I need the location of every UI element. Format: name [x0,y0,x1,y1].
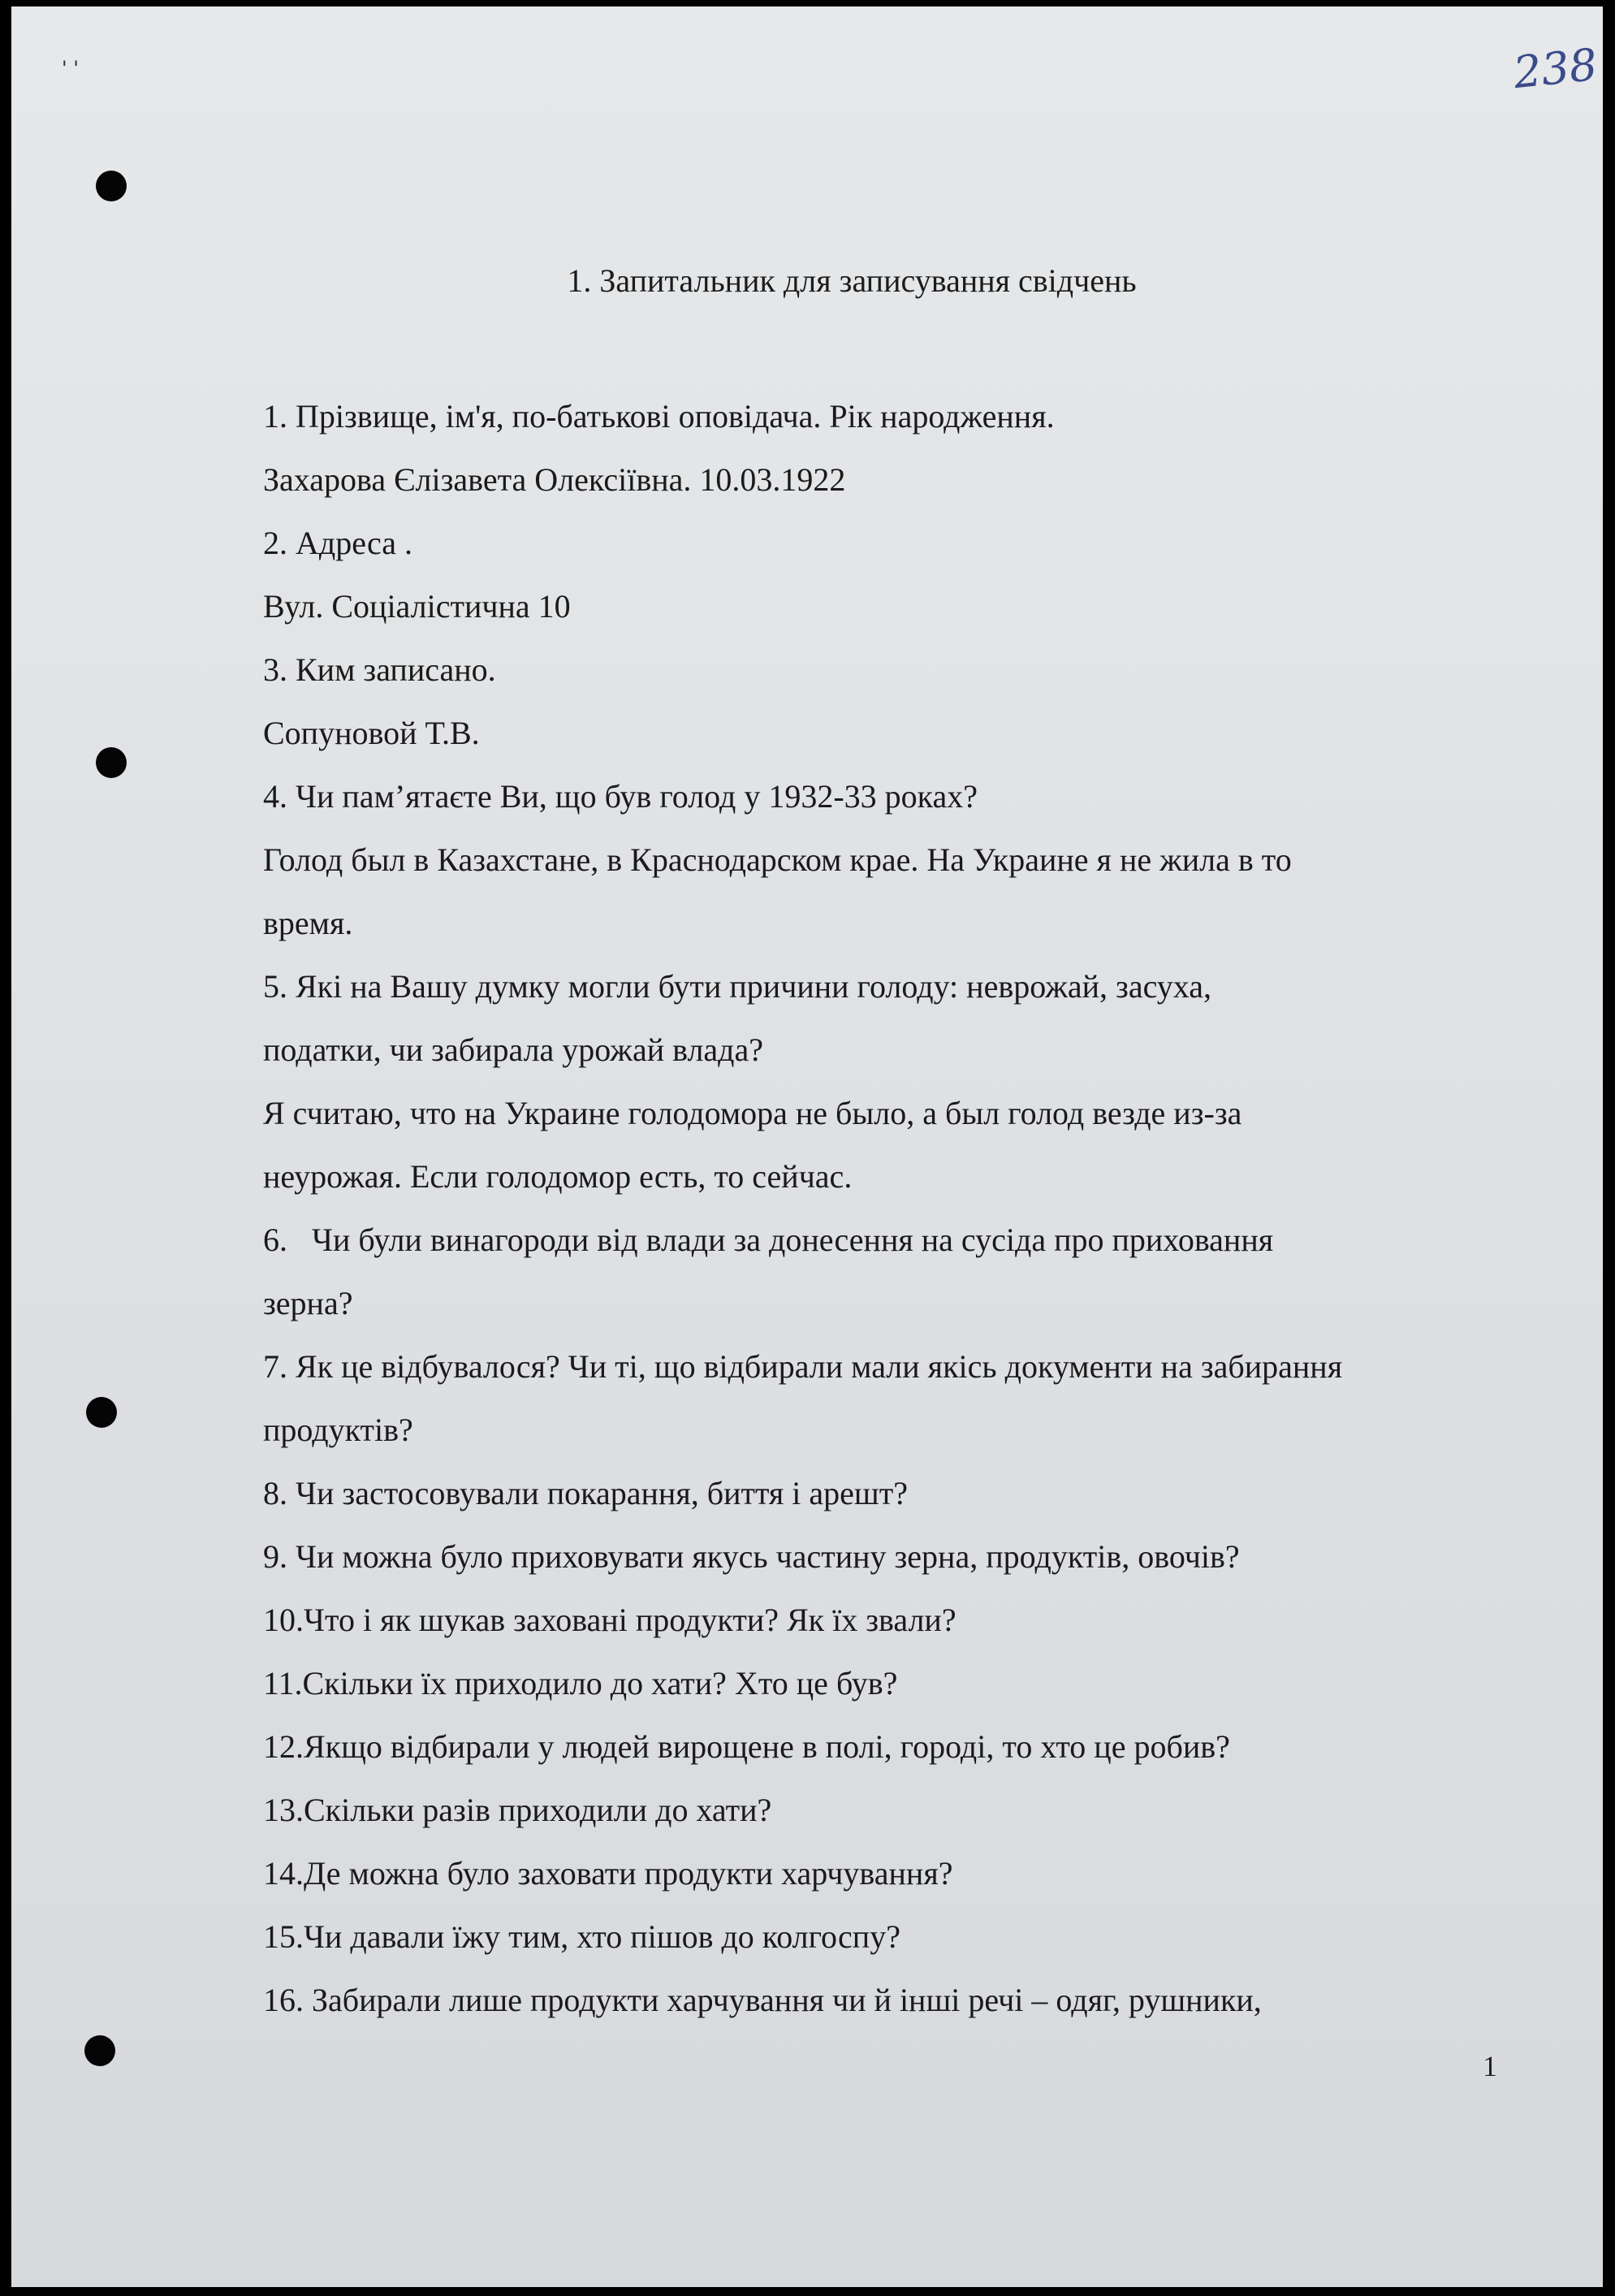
question-4: 4. Чи пам’ятаєте Ви, що був голод у 1932-33 роках? [263,778,978,815]
answer-5-line-2: неурожая. Если голодомор есть, то сейчас. [263,1158,853,1195]
question-2: 2. Адреса . [263,525,412,561]
punch-hole [96,747,127,778]
answer-1: Захарова Єлізавета Олексіївна. 10.03.1922 [263,461,846,498]
question-6-line-2: зерна? [263,1285,353,1321]
question-10: 10.Что і як шукав заховані продукти? Як їх звали? [263,1602,956,1638]
page-number: 1 [1483,2050,1497,2082]
answer-5-line-1: Я считаю, что на Украине голодомора не было, а был голод везде из-за [263,1095,1242,1131]
questionnaire-body [263,385,1530,2032]
question-8: 8. Чи застосовували покарання, биття і арешт? [263,1475,908,1511]
question-15: 15.Чи давали їжу тим, хто пішов до колгоспу? [263,1918,900,1955]
punch-hole [86,1397,117,1428]
question-7-line-2: продуктів? [263,1412,413,1448]
document-page [11,6,1603,2287]
answer-2: Вул. Соціалістична 10 [263,588,571,625]
archive-page-number: 238 [1510,38,1600,99]
document-title: 1. Запитальник для записування свідчень [567,262,1137,299]
corner-mark: ' ' [62,57,79,80]
punch-hole [96,171,127,201]
question-7-line-1: 7. Як це відбувалося? Чи ті, що відбирали мали якісь документи на забирання [263,1348,1343,1385]
question-9: 9. Чи можна було приховувати якусь частину зерна, продуктів, овочів? [263,1538,1240,1575]
punch-hole [84,2035,115,2066]
question-3: 3. Ким записано. [263,651,496,688]
question-13: 13.Скільки разів приходили до хати? [263,1792,772,1828]
answer-3: Сопуновой Т.В. [263,715,480,751]
question-6-line-1: 6. Чи були винагороди від влади за донесення на сусіда про приховання [263,1222,1274,1258]
question-5-line-1: 5. Які на Вашу думку могли бути причини голоду: неврожай, засуха, [263,968,1212,1005]
question-11: 11.Скільки їх приходило до хати? Хто це був? [263,1665,898,1701]
question-16: 16. Забирали лише продукти харчування чи й інші речі – одяг, рушники, [263,1982,1262,2018]
question-14: 14.Де можна було заховати продукти харчування? [263,1855,953,1892]
question-12: 12.Якщо відбирали у людей вирощене в полі, городі, то хто це робив? [263,1728,1230,1765]
question-5-line-2: податки, чи забирала урожай влада? [263,1031,764,1068]
answer-4-line-2: время. [263,905,353,941]
answer-4-line-1: Голод был в Казахстане, в Краснодарском крае. На Украине я не жила в то [263,841,1292,878]
question-1: 1. Прізвище, ім'я, по-батькові оповідача. Рік народження. [263,398,1055,435]
